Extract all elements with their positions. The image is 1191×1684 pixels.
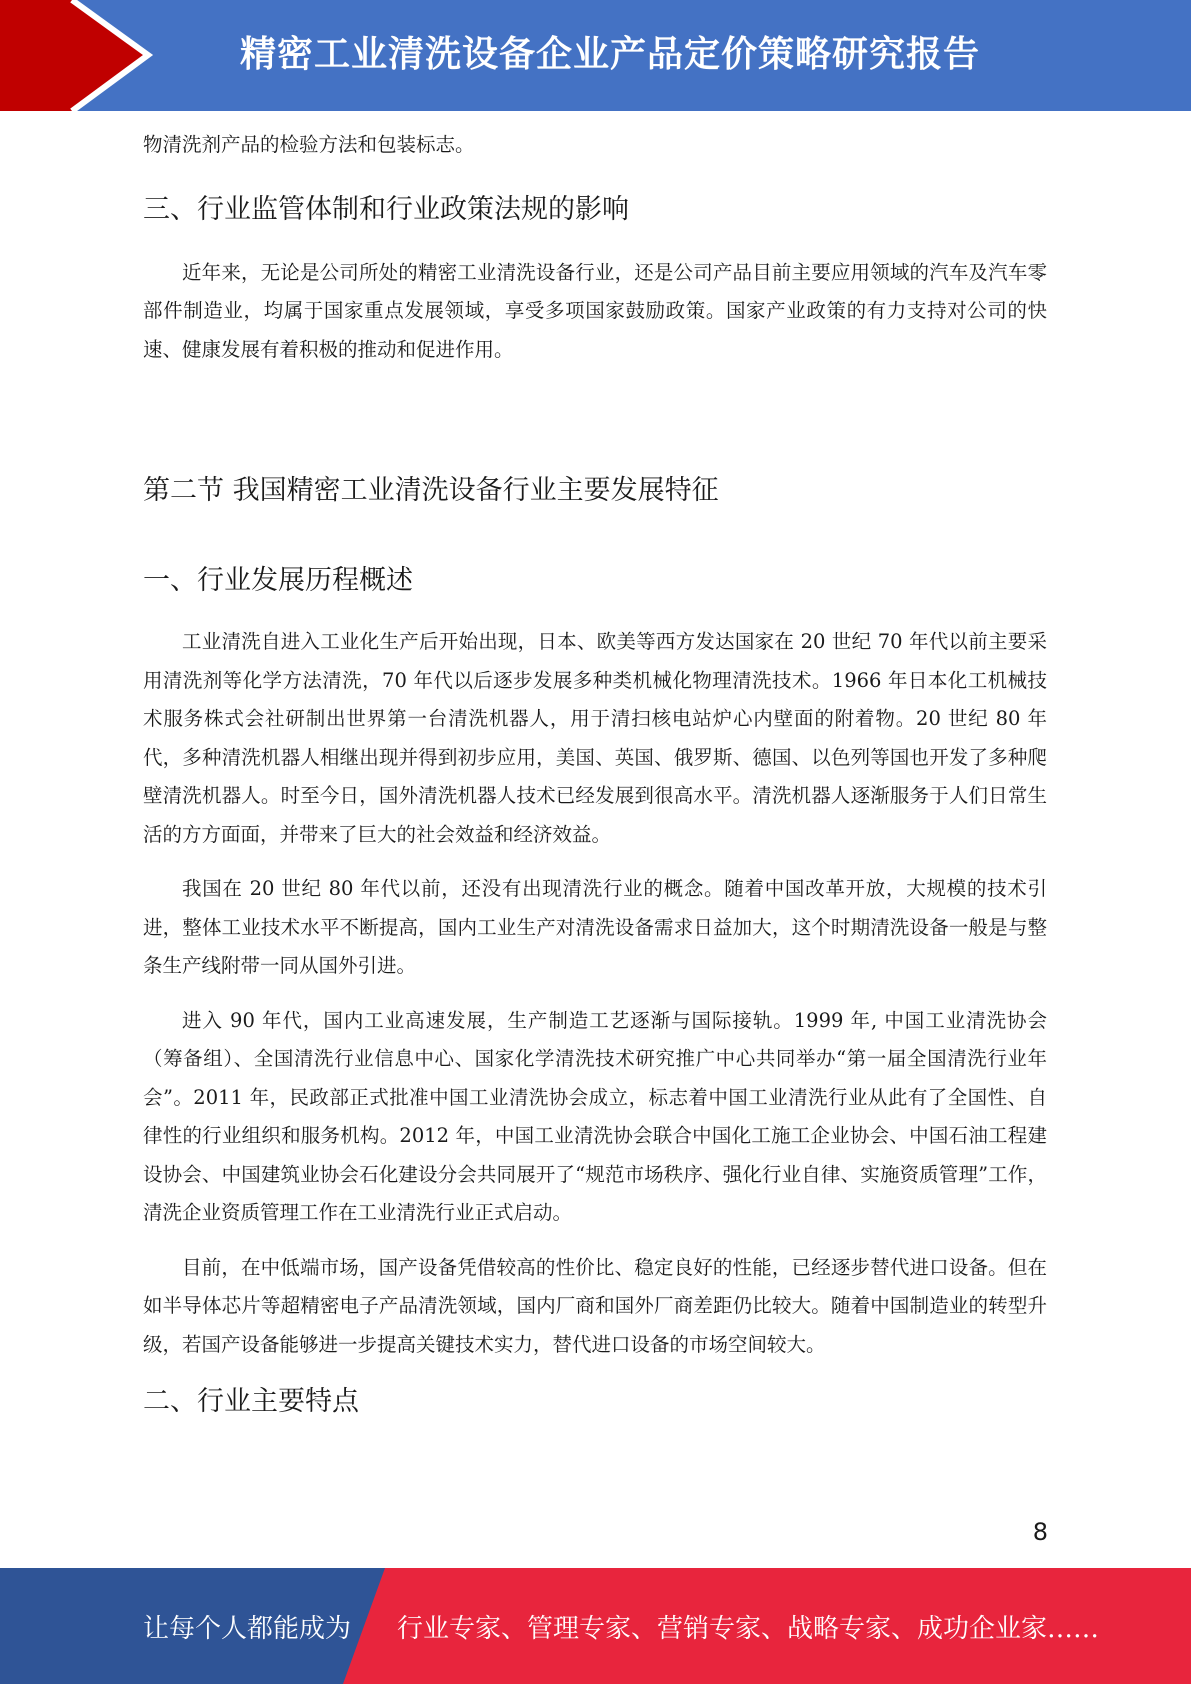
sub2-heading: 二、行业主要特点	[143, 1386, 359, 1417]
continuation-paragraph: 物清洗剂产品的检验方法和包装标志。	[143, 133, 475, 156]
sub1-heading: 一、行业发展历程概述	[143, 565, 413, 596]
section3-heading: 三、行业监管体制和行业政策法规的影响	[143, 193, 629, 225]
page-header	[0, 0, 1191, 111]
section3-paragraph: 近年来，无论是公司所处的精密工业清洗设备行业，还是公司产品目前主要应用领域的汽车及汽车零部件制造业，均属于国家重点发展领域，享受多项国家鼓励政策。国家产业政策的有力支持对公司的快速、健康发展有着积极的推动和促进作用。	[143, 260, 1047, 361]
sub1-paragraph-4: 目前，在中低端市场，国产设备凭借较高的性价比、稳定良好的性能，已经逐步替代进口设备。但在如半导体芯片等超精密电子产品清洗领域，国内厂商和国外厂商差距仍比较大。随着中国制造业的转型升级，若国产设备能够进一步提高关键技术实力，替代进口设备的市场空间较大。	[143, 1255, 1047, 1356]
page-content	[143, 126, 1047, 1422]
page-footer	[0, 1568, 1191, 1684]
footer-slogan-left: 让每个人都能成为	[143, 1614, 352, 1644]
chapter2-heading: 第二节 我国精密工业清洗设备行业主要发展特征	[143, 475, 719, 506]
sub1-paragraph-1: 工业清洗自进入工业化生产后开始出现，日本、欧美等西方发达国家在 20 世纪 70 年代以前主要采用清洗剂等化学方法清洗，70 年代以后逐步发展多种类机械化物理清洗技术。1966 年日本化工机械技术服务株式会社研制出世界第一台清洗机器人，用于清扫核电站炉心内壁面的附着物。20 世纪 80 年代，多种清洗机器人相继出现并得到初步应用，美国、英国、俄罗斯、德国、以色列等国也开发了多种爬壁清洗机器人。时至今日，国外清洗机器人技术已经发展到很高水平。清洗机器人逐渐服务于人们日常生活的方方面面，并带来了巨大的社会效益和经济效益。	[143, 630, 1047, 846]
page-number: 8	[1032, 1518, 1048, 1546]
sub1-paragraph-2: 我国在 20 世纪 80 年代以前，还没有出现清洗行业的概念。随着中国改革开放，大规模的技术引进，整体工业技术水平不断提高，国内工业生产对清洗设备需求日益加大，这个时期清洗设备一般是与整条生产线附带一同从国外引进。	[143, 877, 1047, 977]
footer-slogan-right: 行业专家、管理专家、营销专家、战略专家、成功企业家……	[397, 1614, 1100, 1644]
sub1-paragraph-3: 进入 90 年代，国内工业高速发展，生产制造工艺逐渐与国际接轨。1999 年, 中国工业清洗协会（筹备组）、全国清洗行业信息中心、国家化学清洗技术研究推广中心共同举办“第一届全国清洗行业年会”。2011 年，民政部正式批准中国工业清洗协会成立，标志着中国工业清洗行业从此有了全国性、自律性的行业组织和服务机构。2012 年，中国工业清洗协会联合中国化工施工企业协会、中国石油工程建设协会、中国建筑业协会石化建设分会共同展开了“规范市场秩序、强化行业自律、实施资质管理”工作，清洗企业资质管理工作在工业清洗行业正式启动。	[143, 1008, 1047, 1224]
header-title: 精密工业清洗设备企业产品定价策略研究报告	[240, 34, 981, 75]
